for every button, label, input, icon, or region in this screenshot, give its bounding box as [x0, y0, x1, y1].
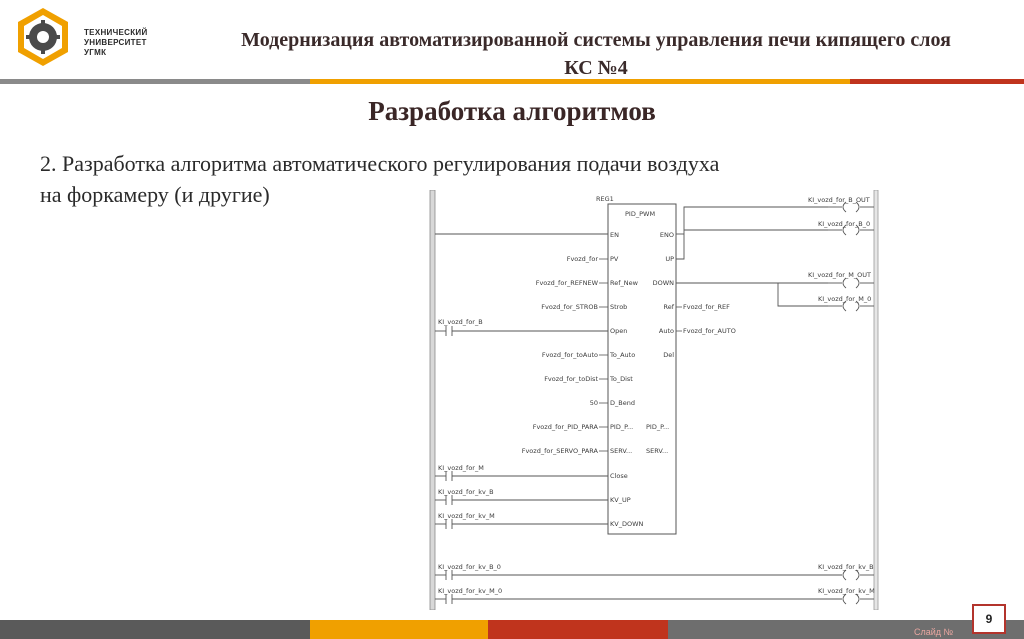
slide-footer: [0, 620, 1024, 639]
pin-pv: PV: [610, 255, 619, 263]
block-type-label: PID_PWM: [625, 210, 656, 218]
presentation-title-line1: Модернизация автоматизированной системы управления печи кипящего слоя: [241, 29, 951, 51]
var-strob: Fvozd_for_STROB: [541, 303, 598, 311]
right-power-rail: [874, 190, 878, 610]
var-d-bend: 50: [589, 399, 598, 407]
header-band-grey: [0, 79, 310, 84]
coil-kv-b-label: KI_vozd_for_kv_B: [818, 563, 874, 571]
coil-kv-m-label: KI_vozd_for_kv_M: [818, 587, 875, 595]
contact-b-label: KI_vozd_for_B: [438, 318, 483, 326]
pin-eno: ENO: [659, 231, 674, 239]
rung-kv-m: [435, 594, 874, 604]
contact-kv-m-label: KI_vozd_for_kv_M: [438, 512, 495, 520]
contact-kv-b-0-label: KI_vozd_for_kv_B_0: [438, 563, 501, 571]
footer-band-red: [488, 620, 668, 639]
pin-ref: Ref: [663, 303, 674, 311]
pin-strob: Strob: [610, 303, 628, 311]
footer-band-grey: [0, 620, 310, 639]
pin-ref-new: Ref_New: [610, 279, 638, 287]
var-to-dist: Fvozd_for_toDist: [544, 375, 598, 383]
pin-to-dist: To_Dist: [610, 375, 633, 383]
university-name-line: УНИВЕРСИТЕТ: [84, 38, 147, 47]
coil-m-out: [828, 278, 874, 288]
section-title: Разработка алгоритмов: [368, 96, 656, 126]
presentation-title: [170, 26, 1022, 82]
pin-del: Del: [663, 351, 674, 359]
rung-kv-b: [435, 570, 874, 580]
var-ref: Fvozd_for_REF: [683, 303, 730, 311]
pin-kv-up: KV_UP: [610, 496, 631, 504]
var-auto: Fvozd_for_AUTO: [683, 327, 736, 335]
contact-kv-m: [435, 519, 608, 529]
pin-kv-down: KV_DOWN: [610, 520, 644, 528]
contact-kv-b-label: KI_vozd_for_kv_B: [438, 488, 494, 496]
slide-number: 9: [972, 604, 1006, 634]
pin-close: Close: [610, 472, 628, 480]
coil-m-0-label: KI_vozd_for_M_0: [818, 295, 872, 303]
block-instance-label: REG1: [596, 195, 614, 203]
presentation-title-line2: КС №4: [564, 57, 628, 79]
contact-m: [435, 471, 608, 481]
ladder-diagram-svg: [428, 190, 882, 610]
pin-down: DOWN: [652, 279, 674, 287]
var-to-auto: Fvozd_for_toAuto: [541, 351, 598, 359]
input-variables: [522, 255, 608, 455]
contact-b: [435, 326, 608, 336]
pin-d-bend: D_Bend: [610, 399, 635, 407]
university-name-line: ТЕХНИЧЕСКИЙ: [84, 28, 148, 37]
up-output-wire: [676, 207, 828, 259]
body-text-line2: на форкамеру (и другие): [40, 182, 270, 207]
coil-b-0-label: KI_vozd_for_B_0: [818, 220, 871, 228]
ladder-diagram: [428, 190, 882, 610]
body-text-line1: 2. Разработка алгоритма автоматического регулирования подачи воздуха: [40, 151, 720, 176]
university-name: [84, 28, 148, 58]
coil-b-out-label: KI_vozd_for_B_OUT: [808, 196, 870, 204]
pin-pid-p: PID_P...: [610, 423, 634, 431]
contact-kv-b: [435, 495, 608, 505]
slide-header: [0, 0, 1024, 78]
inner-pid-p-label: PID_P...: [646, 423, 670, 431]
var-pid-para: Fvozd_for_PID_PARA: [532, 423, 598, 431]
pin-serv: SERV...: [610, 447, 633, 455]
university-name-line: УГМК: [84, 48, 107, 57]
contact-m-label: KI_vozd_for_M: [438, 464, 484, 472]
slide-label: Слайд №: [914, 627, 954, 637]
pin-en: EN: [610, 231, 619, 239]
pin-to-auto: To_Auto: [610, 351, 636, 359]
university-logo-icon: [12, 6, 74, 68]
var-refnew: Fvozd_for_REFNEW: [535, 279, 598, 287]
footer-band-dark: [668, 620, 1024, 639]
header-band-orange: [310, 79, 850, 84]
var-fvozd-for: Fvozd_for: [566, 255, 598, 263]
coil-m-out-label: KI_vozd_for_M_OUT: [808, 271, 871, 279]
footer-band-orange: [310, 620, 488, 639]
inner-serv-label: SERV...: [646, 447, 669, 455]
pin-up: UP: [665, 255, 674, 263]
left-power-rail: [430, 190, 435, 610]
pin-auto: Auto: [658, 327, 674, 335]
contact-kv-m-0-label: KI_vozd_for_kv_M_0: [438, 587, 503, 595]
pin-open: Open: [610, 327, 628, 335]
var-servo-para: Fvozd_for_SERVO_PARA: [521, 447, 598, 455]
header-band-red: [850, 79, 1024, 84]
pid-pwm-block: [608, 204, 676, 534]
